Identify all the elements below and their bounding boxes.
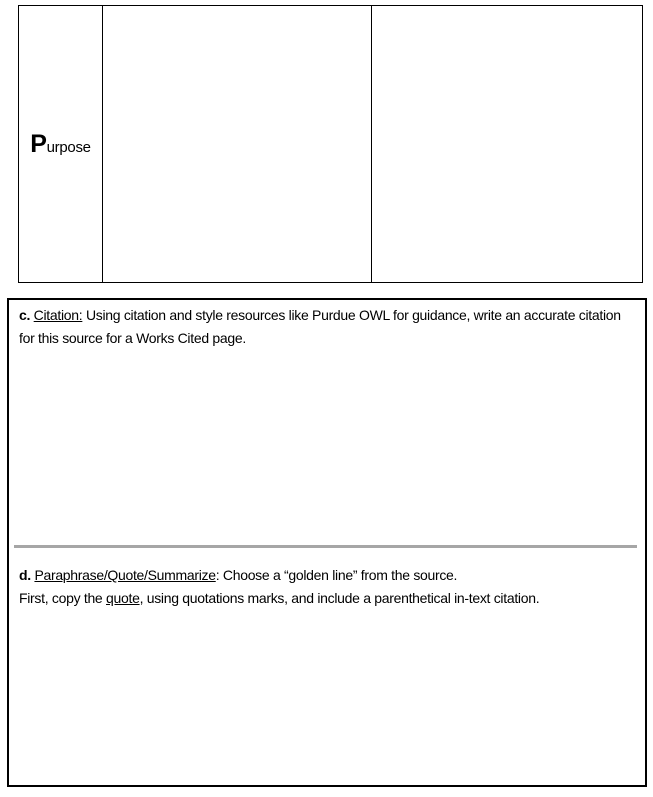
purpose-table — [18, 5, 643, 283]
paraphrase-label: d. — [19, 567, 31, 583]
citation-prompt — [19, 304, 635, 350]
paraphrase-line2-suffix: , using quotations marks, and include a parenthetical in-text citation. — [139, 590, 540, 606]
paraphrase-prompt-line2 — [19, 587, 635, 610]
paraphrase-prompt-line1 — [19, 564, 635, 587]
paraphrase-heading: Paraphrase/Quote/Summarize — [34, 567, 216, 583]
paraphrase-line2-prefix: First, copy the — [19, 590, 107, 606]
purpose-label-initial: P — [30, 129, 47, 158]
paraphrase-answer-space[interactable] — [19, 610, 635, 785]
purpose-answer-cell-right[interactable] — [372, 6, 642, 282]
citation-prompt-text: Using citation and style resources like Purdue OWL for guidance, write an accurate citation for this source for a Works Cited page. — [19, 307, 621, 346]
citation-heading: Citation: — [33, 307, 83, 323]
prompt-box — [7, 298, 647, 787]
purpose-label — [30, 129, 91, 158]
paraphrase-after-heading: : Choose a “golden line” from the source. — [215, 567, 458, 583]
paraphrase-line2-quote: quote — [106, 590, 140, 606]
citation-label: c. — [19, 307, 31, 323]
purpose-answer-cell-middle[interactable] — [103, 6, 372, 282]
purpose-label-rest: urpose — [46, 138, 91, 156]
paraphrase-section — [9, 548, 645, 785]
purpose-label-cell — [19, 6, 103, 282]
citation-section — [9, 300, 645, 545]
citation-answer-space[interactable] — [19, 350, 635, 545]
